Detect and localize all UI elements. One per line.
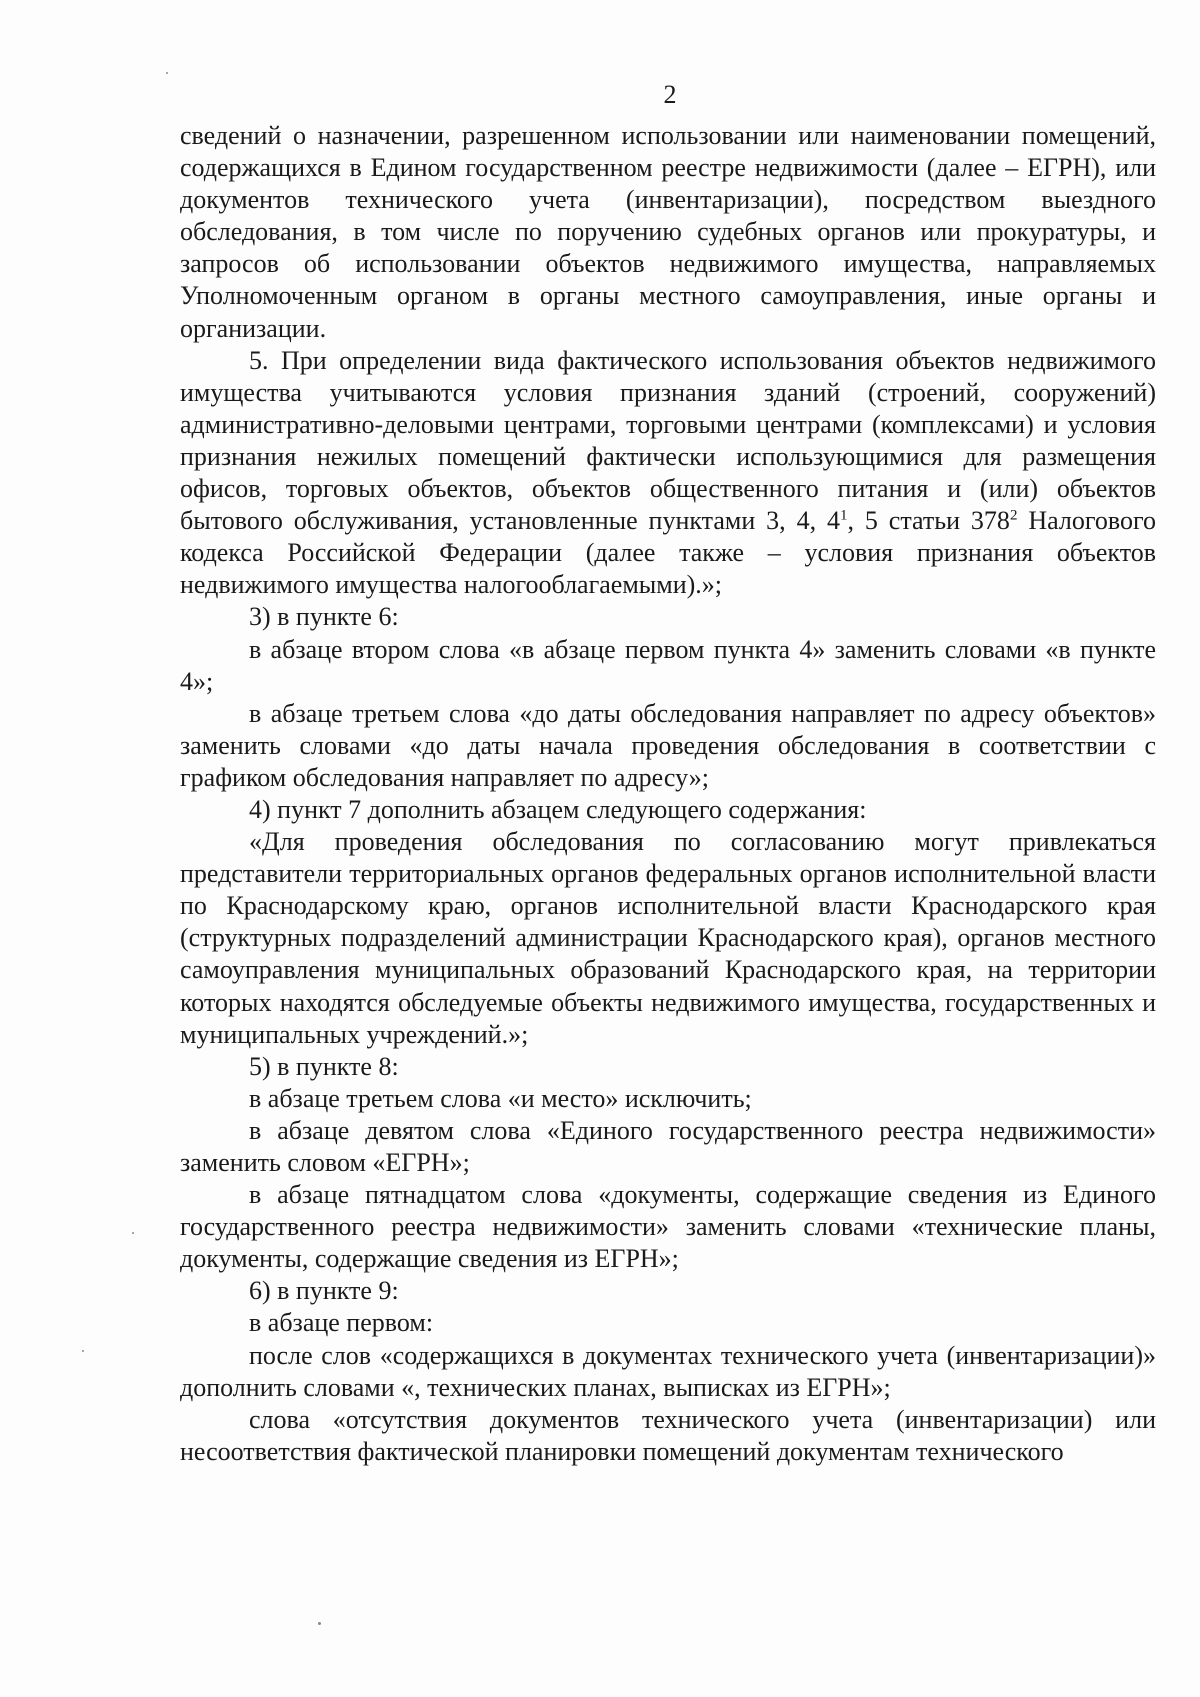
paragraph: сведений о назначении, разрешенном использовании или наименовании помещений, содержащихся в Едином государственном реестре недвижимости (далее – ЕГРН), или документов технического учета (инвентаризации), посредством выездного обследования, в том числе по поручению судебных органов или прокуратуры, и запросов об использовании объектов недвижимого имущества, направляемых Уполномоченным органом в органы местного самоуправления, иные органы и организации.	[180, 121, 1156, 343]
document-body	[180, 120, 1156, 1468]
paragraph: 4) пункт 7 дополнить абзацем следующего содержания:	[249, 794, 867, 824]
paragraph: 6) в пункте 9:	[249, 1276, 399, 1306]
paragraph	[180, 345, 1156, 602]
paragraph: в абзаце первом:	[249, 1308, 434, 1338]
paragraph: в абзаце третьем слова «до даты обследования направляет по адресу объектов» заменить словами «до даты начала проведения обследования в соответствии с графиком обследования направляет по адресу»;	[180, 698, 1156, 792]
scan-speck	[318, 1622, 321, 1625]
scan-speck	[132, 1232, 134, 1234]
paragraph: в абзаце девятом слова «Единого государственного реестра недвижимости» заменить словом «ЕГРН»;	[180, 1115, 1156, 1177]
paragraph-text: 5. При определении вида фактического использования объектов недвижимого имущества учитываются условия признания зданий (строений, сооружений) административно-деловыми центрами, торговыми центрами (комплексами) и условия признания нежилых помещений фактически использующимися для размещения офисов, торговых объектов, объектов общественного питания и (или) объектов бытового обслуживания, установленные пунктами 3, 4, 4	[180, 345, 1156, 536]
paragraph: после слов «содержащихся в документах технического учета (инвентаризации)» дополнить словами «, технических планах, выписках из ЕГРН»;	[180, 1340, 1156, 1402]
paragraph: 5) в пункте 8:	[249, 1051, 399, 1081]
paragraph: в абзаце пятнадцатом слова «документы, содержащие сведения из Единого государственного реестра недвижимости» заменить словами «технические планы, документы, содержащие сведения из ЕГРН»;	[180, 1180, 1156, 1274]
scan-speck	[82, 1350, 84, 1352]
paragraph: слова «отсутствия документов технического учета (инвентаризации) или несоответствия фактической планировки помещений документам технического	[180, 1404, 1156, 1466]
paragraph-text: , 5 статьи 378	[847, 506, 1010, 536]
paragraph: в абзаце третьем слова «и место» исключить;	[249, 1083, 752, 1113]
paragraph: 3) в пункте 6:	[249, 602, 399, 632]
superscript: 1	[839, 507, 848, 524]
superscript: 2	[1009, 507, 1018, 524]
paragraph: в абзаце втором слова «в абзаце первом пункта 4» заменить словами «в пункте 4»;	[180, 634, 1156, 696]
page-number: 2	[663, 80, 677, 109]
scan-speck	[166, 72, 168, 74]
paragraph-text: Налогового кодекса Российской Федерации (далее также – условия признания объектов недвижимого имущества налогооблагаемыми).»;	[180, 506, 1156, 600]
paragraph: «Для проведения обследования по согласованию могут привлекаться представители территориальных органов федеральных органов исполнительной власти по Краснодарскому краю, органов исполнительной власти Краснодарского края (структурных подразделений администрации Краснодарского края), органов местного самоуправления муниципальных образований Краснодарского края, на территории которых находятся обследуемые объекты недвижимого имущества, государственных и муниципальных учреждений.»;	[180, 827, 1156, 1049]
